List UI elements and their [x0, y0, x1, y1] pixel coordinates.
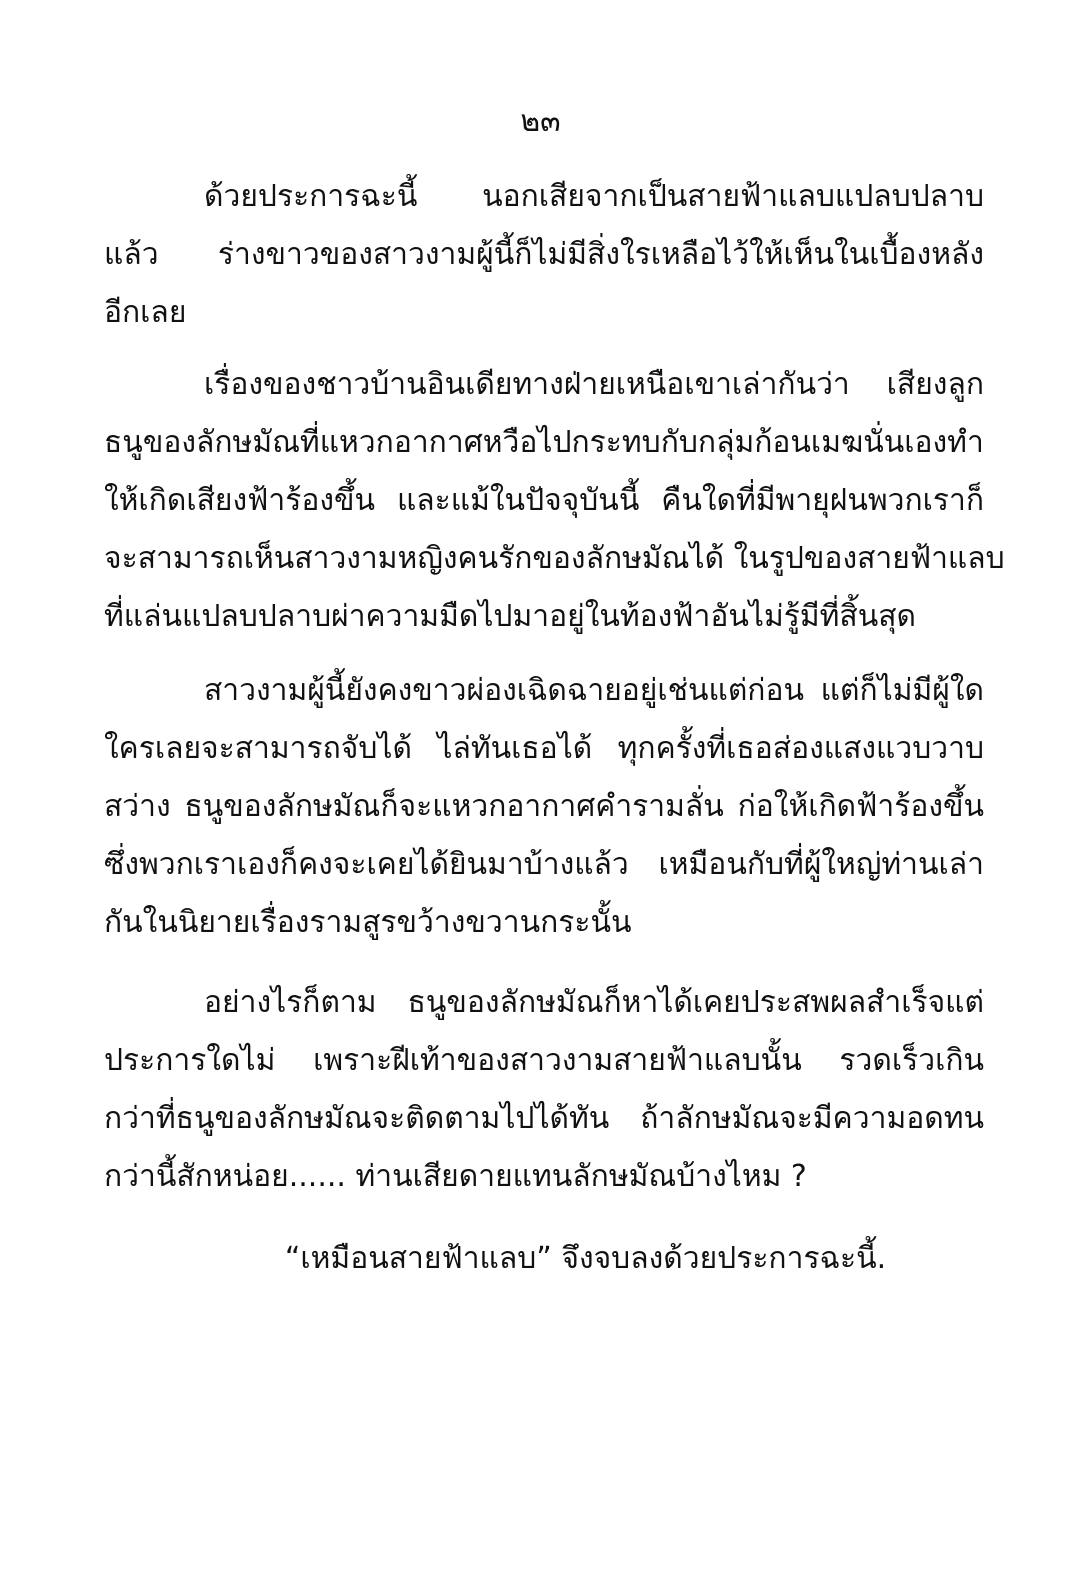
paragraph-line: เรื่องของชาวบ้านอินเดียทางฝ่ายเหนือเขาเล่ากันว่า เสียงลูก — [204, 367, 984, 402]
paragraph-4 — [104, 974, 984, 1206]
paragraph-line: ประการใดไม่ เพราะฝีเท้าของสาวงามสายฟ้าแลบนั้น รวดเร็วเกิน — [104, 1043, 984, 1078]
paragraph-2 — [104, 356, 1005, 646]
paragraph-line: กว่านี้สักหน่อย...... ท่านเสียดายแทนลักษมัณบ้างไหม ? — [104, 1159, 807, 1194]
paragraph-3 — [104, 662, 984, 952]
paragraph-line: ที่แล่นแปลบปลาบผ่าความมืดไปมาอยู่ในท้องฟ้าอันไม่รู้มีที่สิ้นสุด — [104, 599, 917, 634]
page-number: ๒๓ — [520, 104, 561, 139]
paragraph-line: ใครเลยจะสามารถจับได้ ไล่ทันเธอได้ ทุกครั้งที่เธอส่องแสงแวบวาบ — [104, 731, 984, 766]
paragraph-line: สาวงามผู้นี้ยังคงขาวผ่องเฉิดฉายอยู่เช่นแต่ก่อน แต่ก็ไม่มีผู้ใด — [204, 673, 984, 708]
closing-line: “เหมือนสายฟ้าแลบ” จึงจบลงด้วยประการฉะนี้. — [284, 1241, 887, 1276]
paragraph-line: ให้เกิดเสียงฟ้าร้องขึ้น และแม้ในปัจจุบันนี้ คืนใดที่มีพายุฝนพวกเราก็ — [104, 483, 984, 518]
paragraph-1 — [104, 168, 984, 342]
paragraph-line: ด้วยประการฉะนี้ นอกเสียจากเป็นสายฟ้าแลบแปลบปลาบ — [204, 179, 984, 214]
paragraph-line: อย่างไรก็ตาม ธนูของลักษมัณก็หาได้เคยประสพผลสำเร็จแต่ — [204, 985, 984, 1020]
paragraph-line: สว่าง ธนูของลักษมัณก็จะแหวกอากาศคำรามลั่น ก่อให้เกิดฟ้าร้องขึ้น — [104, 789, 984, 824]
paragraph-line: จะสามารถเห็นสาวงามหญิงคนรักของลักษมัณได้ ในรูปของสายฟ้าแลบ — [104, 541, 1005, 576]
paragraph-line: ซึ่งพวกเราเองก็คงจะเคยได้ยินมาบ้างแล้ว เหมือนกับที่ผู้ใหญ่ท่านเล่า — [104, 847, 984, 882]
paragraph-line: อีกเลย — [104, 295, 187, 330]
paragraph-line: ธนูของลักษมัณที่แหวกอากาศหวือไปกระทบกับกลุ่มก้อนเมฆนั่นเองทำ — [104, 425, 984, 460]
paragraph-line: กันในนิยายเรื่องรามสูรขว้างขวานกระนั้น — [104, 905, 632, 940]
paragraph-line: กว่าที่ธนูของลักษมัณจะติดตามไปได้ทัน ถ้าลักษมัณจะมีความอดทน — [104, 1101, 984, 1136]
paragraph-line: แล้ว ร่างขาวของสาวงามผู้นี้ก็ไม่มีสิ่งใรเหลือไว้ให้เห็นในเบื้องหลัง — [104, 237, 984, 272]
